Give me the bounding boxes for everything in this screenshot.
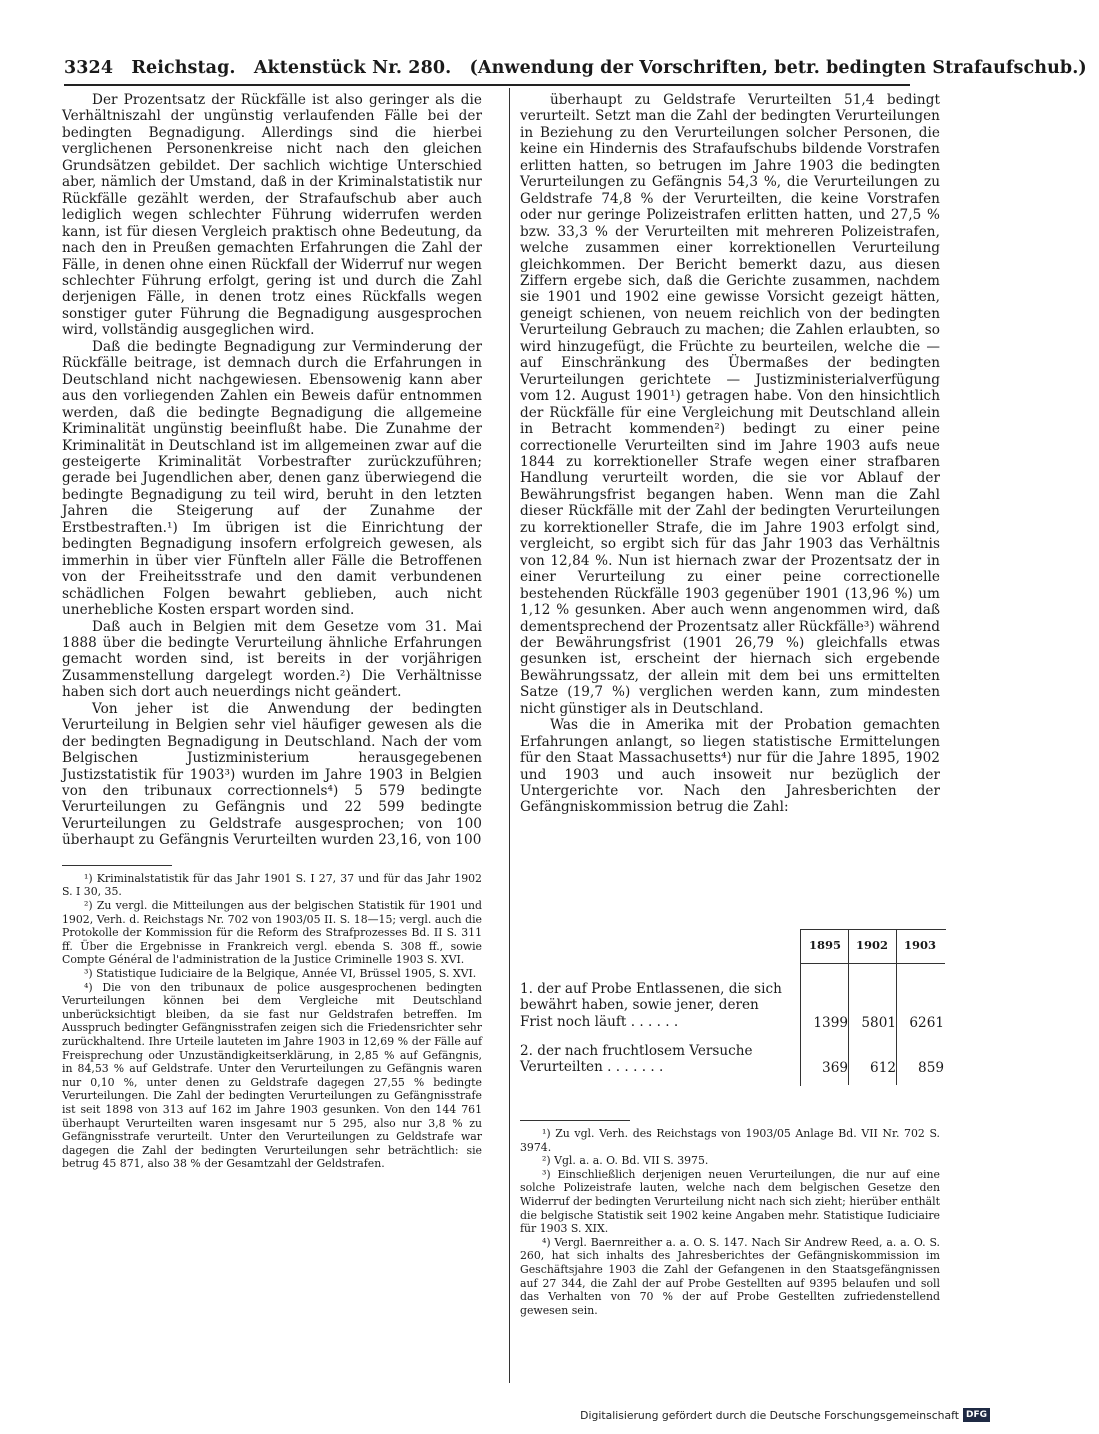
dfg-logo: DFG	[963, 1408, 990, 1422]
row-label: 1. der auf Probe Entlassenen, die sich bewährt haben, sowie jener, deren Frist noch läuft . . . . . .	[520, 981, 782, 1030]
table-cell: 6261	[909, 1015, 944, 1031]
footnote: ⁴) Vergl. Baernreither a. a. O. S. 147. Nach Sir Andrew Reed, a. a. O. S. 260, hat sich inhalts des Jahresberichtes der Gefängniskommission im Geschäftsjahre 1903 die Zahl der Gefangenen in den Staatsgefängnissen auf 27 344, die Zahl der auf Probe Gestellten auf 9395 belaufen und soll das Verhalten von 70 % der auf Probe Gestellten zufriedenstellend gewesen sein.	[520, 1235, 940, 1317]
table-cell: 1399	[813, 1015, 848, 1031]
page-number: 3324	[64, 58, 114, 78]
right-footnotes	[520, 1120, 940, 1317]
year-header: 1895	[808, 938, 841, 952]
paragraph: Der Prozentsatz der Rückfälle ist also geringer als die Verhältniszahl der ungünstig verlaufenden Fälle bei der bedingten Begnadigung. Allerdings sind die hierbei verglichenen Personenkreise nicht nach den gleichen Grundsätzen gebildet. Der sachlich wichtige Unterschied aber, nämlich der Umstand, daß in der Kriminalstatistik nur Rückfälle gezählt werden, der Strafaufschub aber auch lediglich wegen schlechter Führung widerrufen werden kann, ist für diesen Vergleich praktisch ohne Bedeutung, da nach den in Preußen gemachten Erfahrungen die Zahl der Fälle, in denen ohne einen Rückfall der Widerruf nur wegen schlechter Führung erfolgt, gering ist und durch die Zahl derjenigen Fälle, in denen trotz eines Rückfalls wegen sonstiger guter Führung die Begnadigung ausgesprochen wird, vollständig ausgeglichen wird.	[62, 92, 482, 339]
paragraph: Von jeher ist die Anwendung der bedingten Verurteilung in Belgien sehr viel häufiger gewesen als die der bedingten Begnadigung in Deutschland. Nach der vom Belgischen Justizministerium herausgegebenen Justizstatistik für 1903³) wurden im Jahre 1903 in Belgien von den tribunaux correctionnels⁴) 5 579 bedingte Verurteilungen zu Gefängnis und 22 599 bedingte Verurteilungen zu Geldstrafe ausgesprochen; von 100 überhaupt zu Gefängnis Verurteilten wurden 23,16, von 100	[62, 700, 482, 849]
year-header: 1903	[903, 938, 936, 952]
table-header	[805, 929, 945, 959]
right-column	[520, 92, 940, 816]
left-column	[62, 92, 482, 1171]
table-cell: 369	[822, 1060, 848, 1076]
footnote: ²) Vgl. a. a. O. Bd. VII S. 3975.	[542, 1154, 709, 1168]
year-header: 1902	[855, 938, 888, 952]
footnote: ⁴) Die von den tribunaux de police ausgesprochenen bedingten Verurteilungen können bei dem Vergleiche mit Deutschland unberücksichtigt bleiben, da sie fast nur Geldstrafen betreffen. Im Ausspruch bedingter Gefängnisstrafen zeigen sich die Friedensrichter sehr zurückhaltend. Ihre Urteile lauteten im Jahre 1903 in 12,69 % der Fälle auf Freisprechung oder Unzuständigkeitserklärung, in 2,85 % auf Gefängnis, in 84,53 % auf Geldstrafe. Unter den Verurteilungen zu Gefängnis waren nur 0,10 %, unter denen zu Geldstrafe dagegen 27,55 % bedingte Verurteilungen. Die Zahl der bedingten Verurteilungen zu Gefängnisstrafe ist seit 1898 von 313 auf 162 im Jahre 1903 gesunken. Von den 144 761 überhaupt Verurteilten waren insgesamt nur 5 295, also nur 3,8 % zu Gefängnisstrafe verurteilt. Unter den Verurteilungen zu Geldstrafe war dagegen die Zahl der bedingten Verurteilungen sehr beträchtlich: sie betrug 45 871, also 38 % der Gesamtzahl der Geldstrafen.	[62, 980, 482, 1171]
credit-text: Digitalisierung gefördert durch die Deutsche Forschungsgemeinschaft	[580, 1408, 959, 1422]
footnote: ³) Einschließlich derjenigen neuen Verurteilungen, die nur auf eine solche Polizeistrafe lauten, welche nach dem belgischen Gesetze den Widerruf der bedingten Verurteilung nicht nach sich zieht; hierüber enthält die belgische Statistik seit 1902 keine Angaben mehr. Statistique Iudiciaire für 1903 S. XIX.	[520, 1167, 940, 1236]
footnote: ¹) Zu vgl. Verh. des Reichstags von 1903/05 Anlage Bd. VII Nr. 702 S. 3974.	[520, 1127, 940, 1154]
paragraph: überhaupt zu Geldstrafe Verurteilten 51,4 bedingt verurteilt. Setzt man die Zahl der bedingten Verurteilungen in Beziehung zu den Verurteilungen solcher Personen, die keine ein Hindernis des Strafaufschubs bildende Vorstrafen erlitten hatten, so betrugen im Jahre 1903 die bedingten Verurteilungen zu Gefängnis 54,3 %, die Verurteilungen zu Geldstrafe 74,8 % der Verurteilten, die keine Vorstrafen oder nur geringe Polizeistrafen erlitten hatten, und 27,5 % bzw. 33,3 % der Verurteilten mit mehreren Polizeistrafen, welche zusammen einer korrektionellen Verurteilung gleichkommen. Der Bericht bemerkt dazu, aus diesen Ziffern ergebe sich, daß die Gerichte zusammen, nachdem sie 1901 und 1902 eine gewisse Vorsicht gezeigt hätten, geneigt schienen, von neuem reichlich von der bedingten Verurteilung Gebrauch zu machen; die Zahlen erlaubten, so wird hinzugefügt, die Früchte zu beurteilen, welche die — auf Einschränkung des Übermaßes der bedingten Verurteilungen gerichtete — Justizministerialverfügung vom 12. August 1901¹) getragen habe. Von den hinsichtlich der Rückfälle für eine Vergleichung mit Deutschland allein in Betracht kommenden²) bedingt zu einer peine correctionelle Verurteilten sind im Jahre 1903 aufs neue 1844 zu korrektioneller Strafe wegen einer strafbaren Handlung verurteilt worden, die sie vor Ablauf der Bewährungsfrist begangen haben. Wenn man die Zahl dieser Rückfälle mit der Zahl der bedingten Verurteilungen zu korrektioneller Strafe, die im Jahre 1903 erfolgt sind, vergleicht, so ergibt sich für das Jahr 1903 das Verhältnis von 12,84 %. Nun ist hiernach zwar der Prozentsatz der in einer Verurteilung zu einer peine correctionelle bestehenden Rückfälle 1903 gegenüber 1901 (13,96 %) um 1,12 % gesunken. Aber auch wenn angenommen wird, daß dementsprechend der Prozentsatz aller Rückfälle³) während der Bewährungsfrist (1901 26,79 %) gleichfalls etwas gesunken ist, erscheint der hiernach sich ergebende Bewährungssatz, der allein mit dem bei uns ermittelten Satze (19,7 %) verglichen werden kann, zum mindesten nicht günstiger als in Deutschland.	[520, 92, 940, 717]
paragraph: Was die in Amerika mit der Probation gemachten Erfahrungen anlangt, so liegen statistische Ermittelungen für den Staat Massachusetts⁴) nur für die Jahre 1895, 1902 und 1903 und auch insoweit nur bezüglich der Untergerichte vor. Nach den Jahresberichten der Gefängniskommission betrug die Zahl:	[520, 717, 940, 816]
paragraph: Daß die bedingte Begnadigung zur Verminderung der Rückfälle beitrage, ist demnach durch die Erfahrungen in Deutschland nicht nachgewiesen. Ebensowenig kann aber aus den vorliegenden Zahlen ein Beweis dafür entnommen werden, daß die bedingte Begnadigung die allgemeine Kriminalität ungünstig beeinflußt habe. Die Zunahme der Kriminalität in Deutschland ist im allgemeinen zwar auf die gesteigerte Kriminalität Vorbestrafter zurückzuführen; gerade bei Jugendlichen aber, denen ganz überwiegend die bedingte Begnadigung zu teil wird, beruht in den letzten Jahren die Steigerung auf der Zunahme der Erstbestraften.¹) Im übrigen ist die Einrichtung der bedingten Begnadigung insofern erfolgreich gewesen, als immerhin in über vier Fünfteln aller Fälle die Betroffenen von der Freiheitsstrafe und den damit verbundenen schädlichen Folgen bewahrt geblieben, auch nicht unerhebliche Kosten erspart worden sind.	[62, 338, 482, 619]
row-label: 2. der nach fruchtlosem Versuche Verurteilten . . . . . . .	[520, 1043, 753, 1076]
document-title: (Anwendung der Vorschriften, betr. bedingten Strafaufschub.)	[469, 58, 1087, 78]
table-cell: 612	[870, 1060, 896, 1076]
footnote: ²) Zu vergl. die Mitteilungen aus der belgischen Statistik für 1901 und 1902, Verh. d. Reichstags Nr. 702 von 1903/05 II. S. 18—15; vergl. auch die Protokolle der Kommission für die Reform des Strafprozesses Bd. II S. 311 ff. Über die Ergebnisse in Frankreich vergl. ebenda S. 308 ff., sowie Compte Général de l'administration de la Justice Criminelle 1903 S. XVI.	[62, 899, 482, 967]
table-cell: 5801	[861, 1015, 896, 1031]
section-label: Reichstag.	[131, 58, 236, 78]
digitization-credit	[580, 1408, 990, 1422]
column-divider	[509, 88, 510, 1383]
table-header-rule	[800, 963, 945, 964]
footnote: ³) Statistique Iudiciaire de la Belgique, Année VI, Brüssel 1905, S. XVI.	[84, 967, 477, 980]
page-header	[64, 58, 1087, 78]
document-number: Aktenstück Nr. 280.	[253, 58, 452, 78]
footnote: ¹) Kriminalstatistik für das Jahr 1901 S. I 27, 37 und für das Jahr 1902 S. I 30, 35.	[62, 871, 482, 899]
header-rule	[64, 84, 910, 86]
table-cell: 859	[918, 1060, 944, 1076]
paragraph: Daß auch in Belgien mit dem Gesetze vom 31. Mai 1888 über die bedingte Verurteilung ähnliche Erfahrungen gemacht worden sind, ist bereits in der vorjährigen Zusammenstellung dargelegt worden.²) Die Verhältnisse haben sich dort auch neuerdings nicht geändert.	[62, 618, 482, 701]
